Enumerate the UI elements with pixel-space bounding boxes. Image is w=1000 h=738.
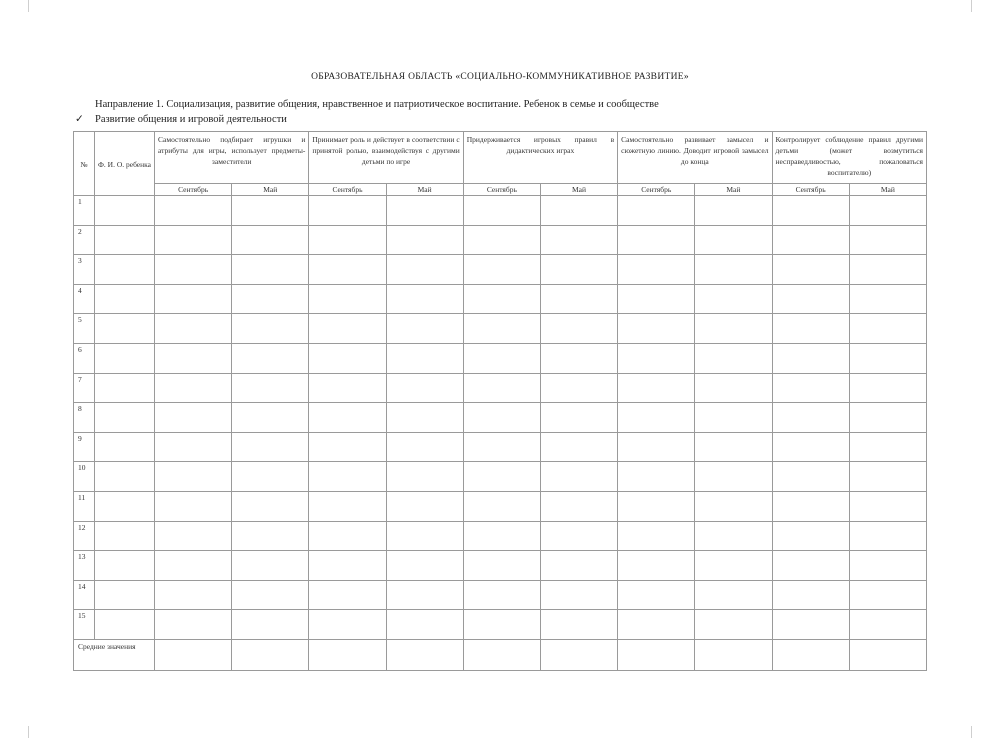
child-name-cell[interactable] [95,255,155,285]
score-cell[interactable] [463,343,540,373]
score-cell[interactable] [309,225,386,255]
score-cell[interactable] [618,225,695,255]
score-cell[interactable] [772,225,849,255]
score-cell[interactable] [695,580,772,610]
score-cell[interactable] [155,343,232,373]
criterion-header: Самостоятельно развивает замысел и сюжетную линию. Доводит игровой замысел до конца [618,132,772,184]
score-cell[interactable] [386,284,463,314]
score-cell[interactable] [618,432,695,462]
score-cell[interactable] [695,491,772,521]
score-cell[interactable] [232,284,309,314]
score-cell[interactable] [309,196,386,226]
score-cell[interactable] [618,462,695,492]
table-row [74,255,927,285]
score-cell[interactable] [849,343,926,373]
score-cell[interactable] [309,343,386,373]
period-may: Май [232,184,309,196]
score-cell[interactable] [386,196,463,226]
table-row [74,225,927,255]
child-name-cell[interactable] [95,462,155,492]
table-row [74,373,927,403]
score-cell[interactable] [155,196,232,226]
score-cell[interactable] [695,610,772,640]
score-cell[interactable] [463,255,540,285]
score-cell[interactable] [386,373,463,403]
score-cell[interactable] [309,314,386,344]
score-cell[interactable] [695,225,772,255]
score-cell[interactable] [695,196,772,226]
score-cell[interactable] [540,196,617,226]
period-may: Май [386,184,463,196]
score-cell[interactable] [695,403,772,433]
direction-heading: Направление 1. Социализация, развитие общения, нравственное и патриотическое воспитание. Ребенок в семье и сообществе [95,99,659,110]
score-cell[interactable] [772,255,849,285]
score-cell[interactable] [618,196,695,226]
score-cell[interactable] [309,373,386,403]
score-cell[interactable] [695,551,772,581]
score-cell[interactable] [695,255,772,285]
score-cell[interactable] [463,403,540,433]
score-cell[interactable] [540,580,617,610]
average-cell [695,639,772,670]
row-number: 13 [74,551,95,581]
score-cell[interactable] [540,225,617,255]
score-cell[interactable] [155,432,232,462]
score-cell[interactable] [386,491,463,521]
row-number: 10 [74,462,95,492]
period-header-row [74,184,927,196]
score-cell[interactable] [849,196,926,226]
score-cell[interactable] [232,432,309,462]
crop-mark [28,726,29,738]
score-cell[interactable] [309,462,386,492]
child-name-cell[interactable] [95,225,155,255]
score-cell[interactable] [155,255,232,285]
child-name-cell[interactable] [95,580,155,610]
row-number: 2 [74,225,95,255]
child-name-cell[interactable] [95,521,155,551]
score-cell[interactable] [232,491,309,521]
child-name-cell[interactable] [95,491,155,521]
child-name-cell[interactable] [95,610,155,640]
score-cell[interactable] [540,432,617,462]
score-cell[interactable] [618,255,695,285]
score-cell[interactable] [772,521,849,551]
score-cell[interactable] [618,610,695,640]
score-cell[interactable] [618,343,695,373]
score-cell[interactable] [849,255,926,285]
score-cell[interactable] [232,610,309,640]
score-cell[interactable] [232,551,309,581]
table-row [74,580,927,610]
score-cell[interactable] [309,403,386,433]
score-cell[interactable] [849,551,926,581]
score-cell[interactable] [849,491,926,521]
child-name-cell[interactable] [95,432,155,462]
score-cell[interactable] [232,225,309,255]
score-cell[interactable] [232,521,309,551]
average-cell [309,639,386,670]
child-name-cell[interactable] [95,196,155,226]
score-cell[interactable] [849,284,926,314]
score-cell[interactable] [618,284,695,314]
score-cell[interactable] [695,284,772,314]
row-number: 15 [74,610,95,640]
average-cell [463,639,540,670]
row-number: 7 [74,373,95,403]
score-cell[interactable] [849,373,926,403]
table-row [74,343,927,373]
score-cell[interactable] [540,255,617,285]
score-cell[interactable] [309,521,386,551]
score-cell[interactable] [695,314,772,344]
period-september: Сентябрь [772,184,849,196]
score-cell[interactable] [309,610,386,640]
criteria-header-row [74,132,927,184]
score-cell[interactable] [849,314,926,344]
score-cell[interactable] [463,580,540,610]
average-cell [849,639,926,670]
score-cell[interactable] [695,462,772,492]
period-may: Май [695,184,772,196]
score-cell[interactable] [849,432,926,462]
name-column-header: Ф. И. О. ребенка [95,132,155,196]
criterion-header: Принимает роль и действует в соответствии с принятой ролью, взаимодействуя с другими детьми по игре [309,132,463,184]
table-row [74,284,927,314]
score-cell[interactable] [772,491,849,521]
page-title: ОБРАЗОВАТЕЛЬНАЯ ОБЛАСТЬ «СОЦИАЛЬНО-КОММУНИКАТИВНОЕ РАЗВИТИЕ» [311,72,689,82]
crop-mark [971,726,972,738]
score-cell[interactable] [155,225,232,255]
score-cell[interactable] [155,551,232,581]
average-label: Средние значения [74,639,155,670]
score-cell[interactable] [155,373,232,403]
table-row [74,403,927,433]
score-cell[interactable] [463,225,540,255]
score-cell[interactable] [849,462,926,492]
number-column-header: № [74,132,95,196]
score-cell[interactable] [695,432,772,462]
table-row [74,432,927,462]
score-cell[interactable] [849,225,926,255]
score-cell[interactable] [540,284,617,314]
criterion-header: Самостоятельно подбирает игрушки и атрибуты для игры, использует предметы-заместители [155,132,309,184]
score-cell[interactable] [232,580,309,610]
score-cell[interactable] [232,314,309,344]
score-cell[interactable] [232,255,309,285]
subsection-heading [75,113,287,125]
score-cell[interactable] [772,403,849,433]
score-cell[interactable] [463,284,540,314]
score-cell[interactable] [772,314,849,344]
period-september: Сентябрь [309,184,386,196]
score-cell[interactable] [540,491,617,521]
score-cell[interactable] [695,343,772,373]
score-cell[interactable] [618,551,695,581]
score-cell[interactable] [155,610,232,640]
score-cell[interactable] [618,491,695,521]
score-cell[interactable] [386,610,463,640]
score-cell[interactable] [155,521,232,551]
score-cell[interactable] [772,610,849,640]
score-cell[interactable] [155,403,232,433]
score-cell[interactable] [463,462,540,492]
table-row [74,196,927,226]
table-body [74,196,927,671]
row-number: 6 [74,343,95,373]
score-cell[interactable] [232,343,309,373]
score-cell[interactable] [618,403,695,433]
score-cell[interactable] [849,580,926,610]
score-cell[interactable] [540,314,617,344]
score-cell[interactable] [155,314,232,344]
table-row [74,521,927,551]
row-number: 1 [74,196,95,226]
crop-mark [971,0,972,12]
score-cell[interactable] [463,610,540,640]
period-september: Сентябрь [155,184,232,196]
score-cell[interactable] [309,551,386,581]
score-cell[interactable] [386,343,463,373]
score-cell[interactable] [232,462,309,492]
score-cell[interactable] [772,551,849,581]
child-name-cell[interactable] [95,343,155,373]
score-cell[interactable] [463,196,540,226]
score-cell[interactable] [540,551,617,581]
score-cell[interactable] [618,373,695,403]
criterion-header: Контролирует соблюдение правил другими детьми (может возмутиться несправедливостью, пожаловаться воспитателю) [772,132,927,184]
crop-mark [28,0,29,12]
score-cell[interactable] [849,521,926,551]
score-cell[interactable] [309,284,386,314]
average-cell [540,639,617,670]
period-september: Сентябрь [618,184,695,196]
score-cell[interactable] [772,373,849,403]
child-name-cell[interactable] [95,551,155,581]
criterion-header: Придерживается игровых правил в дидактических играх [463,132,617,184]
score-cell[interactable] [618,580,695,610]
score-cell[interactable] [695,373,772,403]
table-row [74,491,927,521]
average-cell [772,639,849,670]
row-number: 12 [74,521,95,551]
period-may: Май [849,184,926,196]
score-cell[interactable] [232,373,309,403]
row-number: 4 [74,284,95,314]
period-may: Май [540,184,617,196]
score-cell[interactable] [309,255,386,285]
score-cell[interactable] [463,373,540,403]
average-cell [232,639,309,670]
score-cell[interactable] [618,314,695,344]
score-cell[interactable] [309,491,386,521]
score-cell[interactable] [772,343,849,373]
score-cell[interactable] [309,580,386,610]
row-number: 9 [74,432,95,462]
score-cell[interactable] [386,521,463,551]
score-cell[interactable] [540,521,617,551]
score-cell[interactable] [618,521,695,551]
table-row [74,610,927,640]
score-cell[interactable] [772,432,849,462]
score-cell[interactable] [540,343,617,373]
assessment-table [73,131,927,671]
child-name-cell[interactable] [95,403,155,433]
score-cell[interactable] [232,196,309,226]
score-cell[interactable] [772,580,849,610]
average-cell [618,639,695,670]
average-row [74,639,927,670]
row-number: 3 [74,255,95,285]
score-cell[interactable] [540,462,617,492]
check-mark-icon: ✓ [75,114,84,125]
score-cell[interactable] [849,403,926,433]
score-cell[interactable] [155,580,232,610]
child-name-cell[interactable] [95,314,155,344]
row-number: 8 [74,403,95,433]
average-cell [386,639,463,670]
average-cell [155,639,232,670]
score-cell[interactable] [155,462,232,492]
score-cell[interactable] [386,551,463,581]
score-cell[interactable] [386,255,463,285]
score-cell[interactable] [463,551,540,581]
score-cell[interactable] [386,403,463,433]
table-row [74,314,927,344]
row-number: 11 [74,491,95,521]
score-cell[interactable] [540,403,617,433]
score-cell[interactable] [386,314,463,344]
score-cell[interactable] [772,462,849,492]
score-cell[interactable] [463,432,540,462]
score-cell[interactable] [463,314,540,344]
period-september: Сентябрь [463,184,540,196]
score-cell[interactable] [772,196,849,226]
row-number: 5 [74,314,95,344]
score-cell[interactable] [540,610,617,640]
score-cell[interactable] [463,521,540,551]
score-cell[interactable] [155,491,232,521]
child-name-cell[interactable] [95,373,155,403]
score-cell[interactable] [386,462,463,492]
row-number: 14 [74,580,95,610]
score-cell[interactable] [386,432,463,462]
score-cell[interactable] [540,373,617,403]
score-cell[interactable] [386,580,463,610]
score-cell[interactable] [849,610,926,640]
child-name-cell[interactable] [95,284,155,314]
score-cell[interactable] [386,225,463,255]
table-row [74,551,927,581]
subsection-label: Развитие общения и игровой деятельности [95,114,287,125]
score-cell[interactable] [695,521,772,551]
table-row [74,462,927,492]
score-cell[interactable] [463,491,540,521]
score-cell[interactable] [772,284,849,314]
score-cell[interactable] [155,284,232,314]
score-cell[interactable] [309,432,386,462]
score-cell[interactable] [232,403,309,433]
